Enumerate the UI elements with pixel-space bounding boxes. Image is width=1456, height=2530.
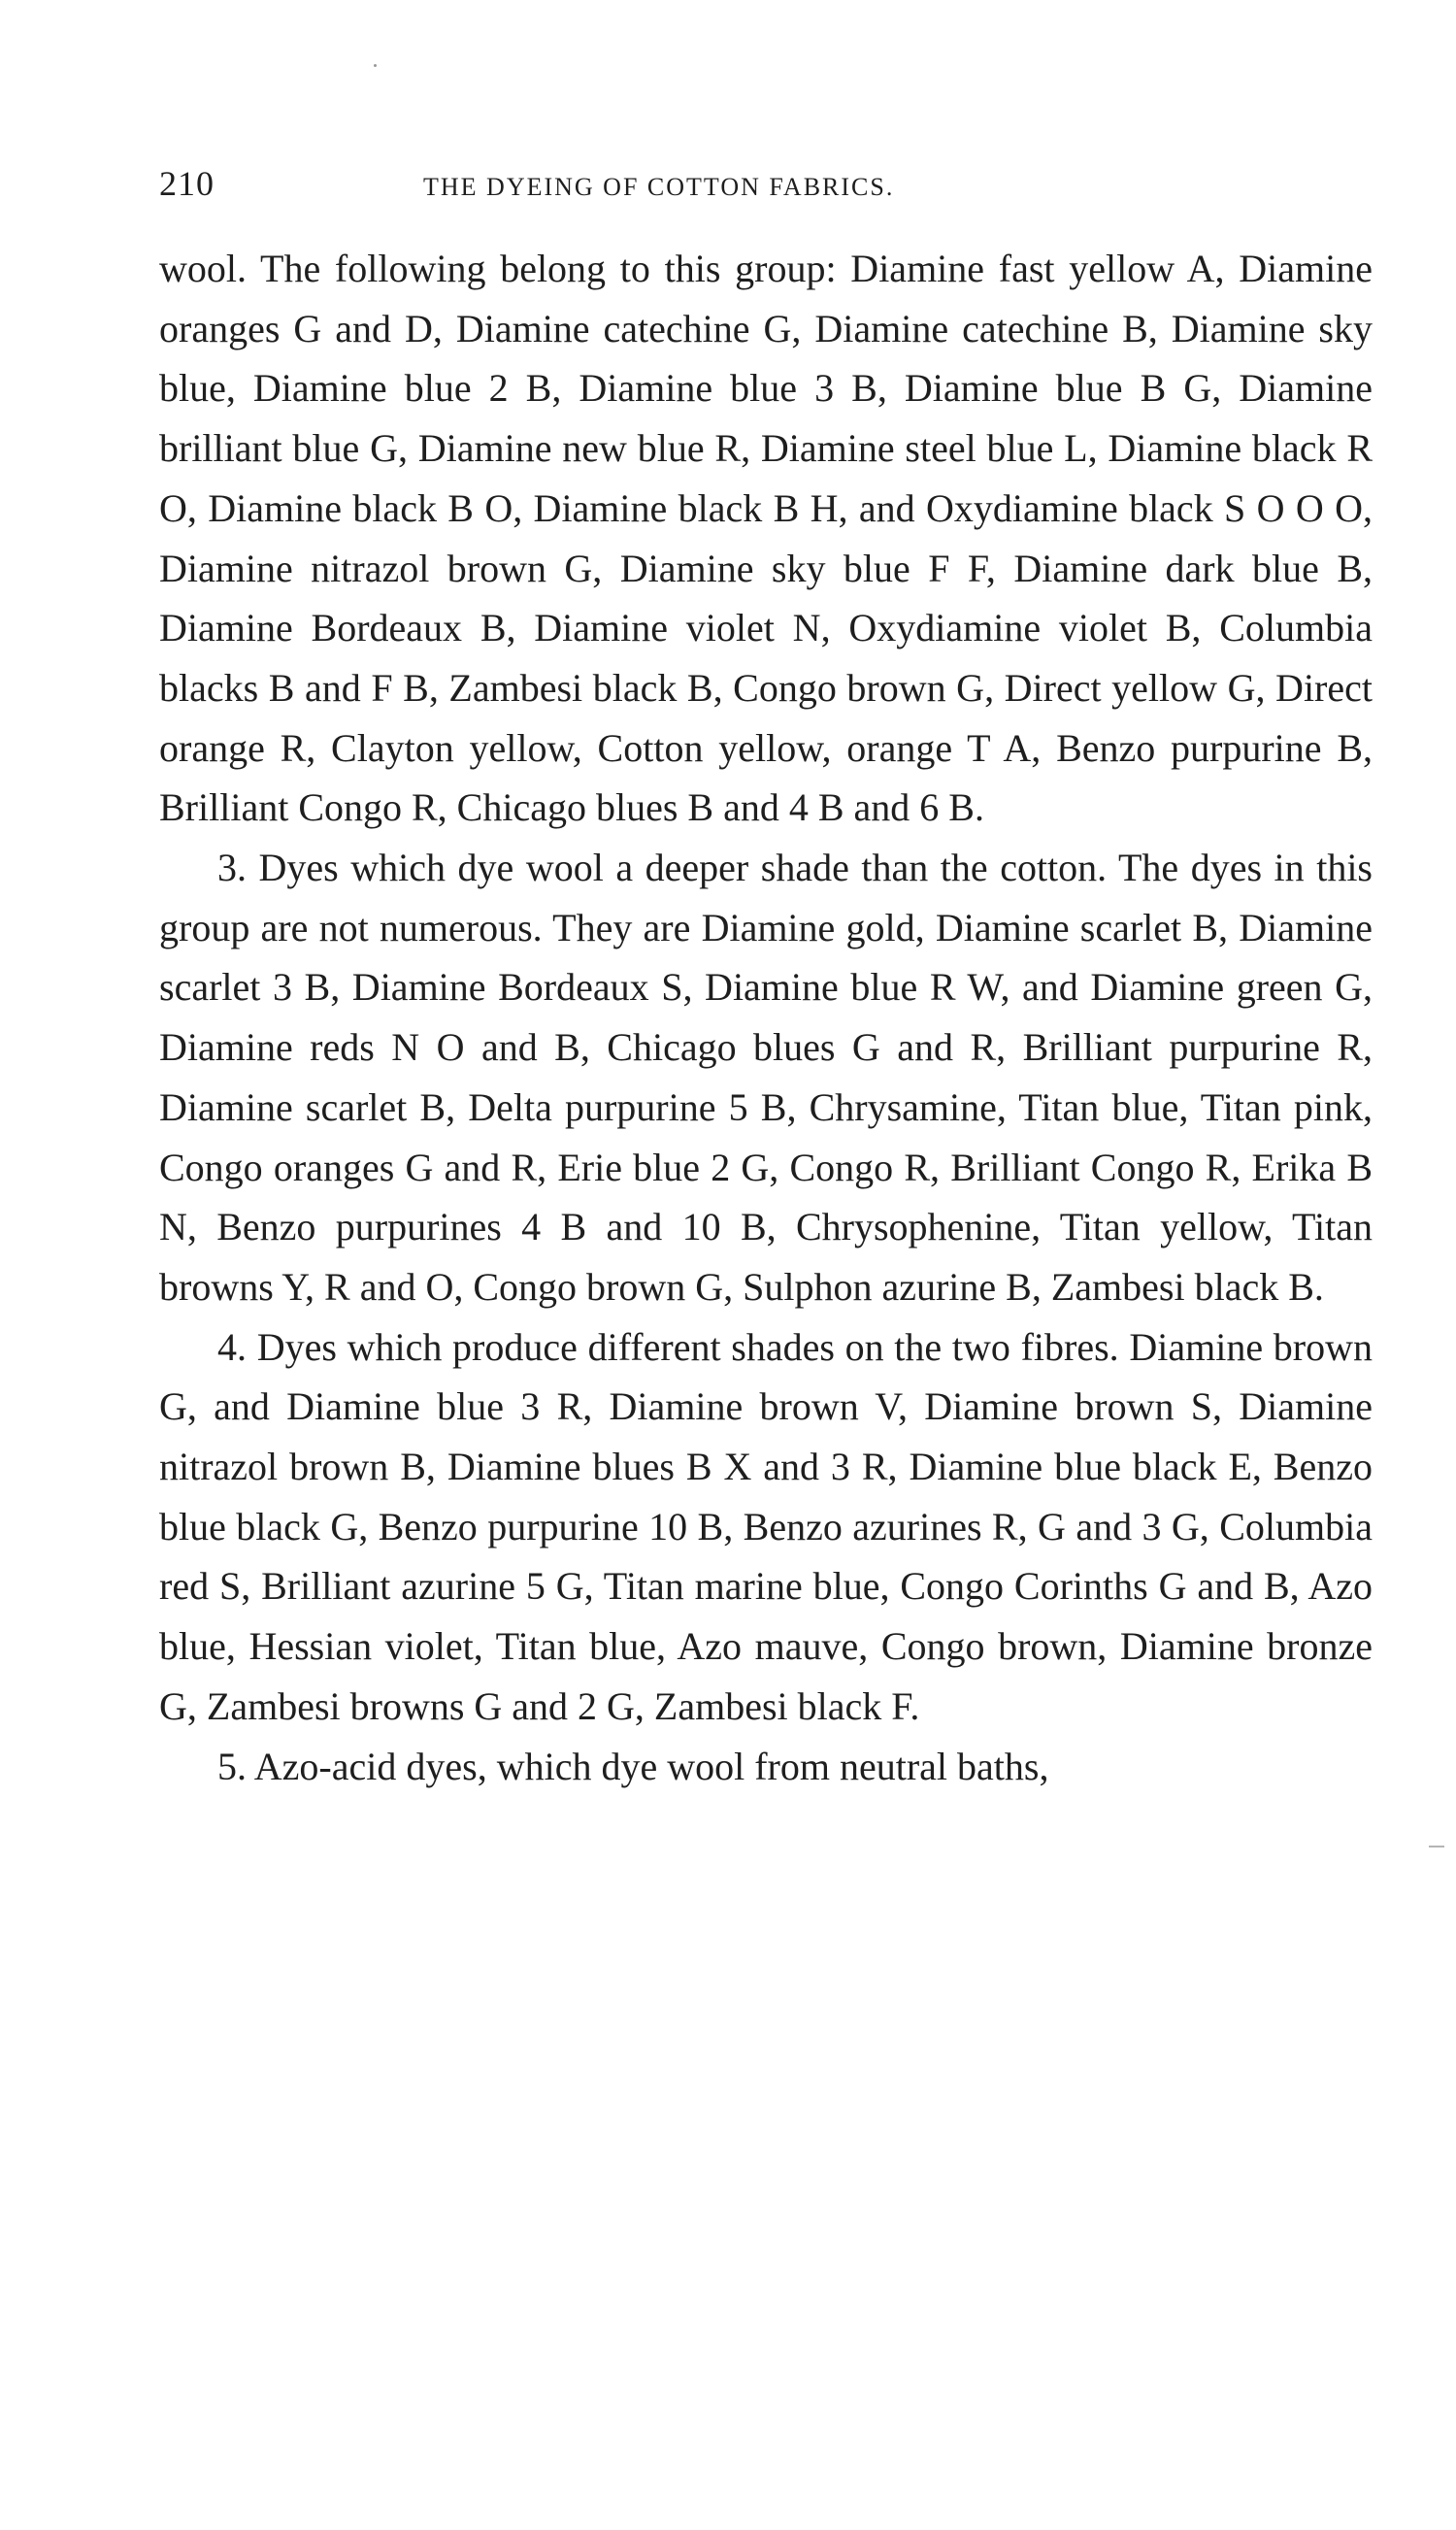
page-number: 210 bbox=[159, 164, 215, 203]
paragraph-5: 5. Azo-acid dyes, which dye wool from neutral baths, bbox=[217, 1744, 1049, 1788]
paragraph-4: 4. Dyes which produce different shades on the two fibres. Diamine brown G, and Diamine blue 3 R, Diamine brown V, Diamine brown S, Diamine nitrazol brown B, Diamine blues B X and 3 R, Diamine blue black E, Benzo blue black G, Benzo purpurine 10 B, Benzo azurines R, G and 3 G, Columbia red S, Brilliant azurine 5 G, Titan marine blue, Congo Corinths G and B, Azo blue, Hessian violet, Titan blue, Azo mauve, Congo brown, Diamine bronze G, Zambesi browns G and 2 G, Zambesi black F. bbox=[159, 1324, 1373, 1728]
paragraph-continuation: wool. The following belong to this group: Diamine fast yellow A, Diamine oranges G and D, Diamine catechine G, Diamine catechine B, Diamine sky blue, Diamine blue 2 B, Diamine blue 3 B, Diamine blue B G, Diamine brilliant blue G, Diamine new blue R, Diamine steel blue L, Diamine black R O, Diamine black B O, Diamine black B H, and Oxydiamine black S O O O, Diamine nitrazol brown G, Diamine sky blue F F, Diamine dark blue B, Diamine Bordeaux B, Diamine violet N, Oxydiamine violet B, Columbia blacks B and F B, Zambesi black B, Congo brown G, Direct yellow G, Direct orange R, Clayton yellow, Cotton yellow, orange T A, Benzo purpurine B, Brilliant Congo R, Chicago blues B and 4 B and 6 B. bbox=[159, 247, 1373, 830]
scan-speck bbox=[374, 64, 377, 67]
margin-mark bbox=[1429, 1846, 1444, 1848]
paragraph-3: 3. Dyes which dye wool a deeper shade than the cotton. The dyes in this group are not numerous. They are Diamine gold, Diamine scarlet B, Diamine scarlet 3 B, Diamine Bordeaux S, Diamine blue R W, and Diamine green G, Diamine reds N O and B, Chicago blues G and R, Brilliant purpurine R, Diamine scarlet B, Delta purpurine 5 B, Chrysamine, Titan blue, Titan pink, Congo oranges G and R, Erie blue 2 G, Congo R, Brilliant Congo R, Erika B N, Benzo purpurines 4 B and 10 B, Chrysophenine, Titan yellow, Titan browns Y, R and O, Congo brown G, Sulphon azurine B, Zambesi black B. bbox=[159, 846, 1373, 1309]
running-title: THE DYEING OF COTTON FABRICS. bbox=[423, 173, 895, 201]
page-header bbox=[159, 155, 1373, 214]
body-text bbox=[159, 239, 1373, 1796]
